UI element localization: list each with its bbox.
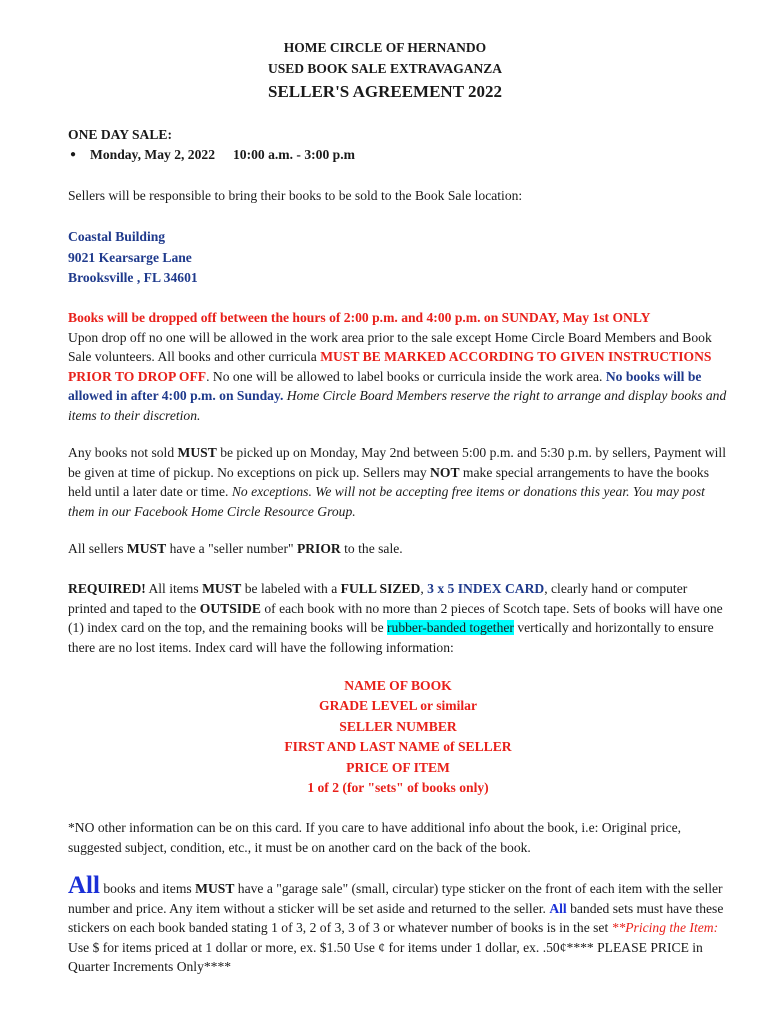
- required-paragraph: [68, 579, 728, 657]
- pickup-text-3: be picked up on Monday, May 2nd between 5:00 p.m. and 5:30 p.m. by sellers, Payment will be given at time of pickup. No exceptions on pick up. Sellers may: [68, 445, 726, 480]
- required-outside: OUTSIDE: [199, 600, 261, 616]
- card-field-grade: GRADE LEVEL or similar: [319, 698, 477, 714]
- sticker-pricing-text: Use $ for items priced at 1 dollar or more, ex. $1.50 Use ¢ for items under 1 dollar, ex. .50¢**** PLEASE PRICE in Quarter Increments Only****: [68, 939, 703, 974]
- required-text-2: All items: [145, 581, 203, 596]
- sticker-text-3: have a "garage sale" (small, circular) type sticker on the front of each item with the seller number and price. Any item without a sticker will be set aside and returned to the seller.: [68, 881, 723, 916]
- sticker-text-1: books and items: [99, 881, 196, 896]
- sticker-all-large: All: [68, 872, 100, 899]
- card-field-set-count: 1 of 2 (for "sets" of books only): [307, 780, 489, 796]
- card-field-seller-name: FIRST AND LAST NAME of SELLER: [284, 739, 512, 755]
- sale-time: 10:00 a.m. - 3:00 p.m: [233, 146, 355, 162]
- dropoff-must-marked: MUST BE MARKED ACCORDING TO GIVEN INSTRUCTIONS PRIOR TO DROP OFF: [68, 349, 712, 384]
- dropoff-text-1: Upon drop off no one will be allowed in the work area prior to the sale except Home Circle Board Members and Book Sale volunteers. All books and other curricula: [68, 329, 712, 364]
- pickup-no-exceptions: No exceptions. We will not be accepting free items or donations this year. You may post them in our Facebook Home Circle Resource Group.: [68, 484, 705, 519]
- required-text-8: , clearly hand or computer printed and taped to the: [68, 581, 688, 616]
- dropoff-cutoff: No books will be allowed in after 4:00 p.m. on Sunday.: [68, 368, 702, 403]
- sale-list: [68, 145, 728, 165]
- dropoff-paragraph: [68, 328, 728, 426]
- no-other-info-paragraph: *NO other information can be on this card. If you care to have additional info about the book, i.e: Original price, suggested subject, condition, etc., it must be on another card on the back of the book.: [68, 820, 682, 855]
- pickup-not: NOT: [430, 464, 460, 480]
- required-label: REQUIRED!: [68, 581, 146, 596]
- required-text-6: ,: [420, 581, 428, 596]
- seller-number-prior: PRIOR: [296, 541, 341, 556]
- document-title: SELLER'S AGREEMENT 2022: [268, 82, 502, 101]
- seller-number-must: MUST: [126, 541, 167, 556]
- sticker-text-5: banded sets must have these stickers on each book banded stating 1 of 3, 2 of 3, 3 of 3 or whatever number of books is in the set: [68, 900, 724, 935]
- org-name: HOME CIRCLE OF HERNANDO: [283, 40, 487, 55]
- card-field-seller-number: SELLER NUMBER: [339, 718, 457, 734]
- card-fields-list: [68, 676, 728, 798]
- seller-number-text-3: have a "seller number": [166, 541, 297, 556]
- dropoff-section: [68, 308, 728, 425]
- required-must: MUST: [202, 581, 242, 596]
- required-full-sized: FULL SIZED: [340, 581, 421, 596]
- pickup-must: MUST: [177, 445, 217, 460]
- location-name: Coastal Building: [68, 229, 166, 244]
- required-text-12: vertically and horizontally to ensure there are no lost items. Index card will have the following information:: [68, 620, 714, 655]
- dropoff-heading: Books will be dropped off between the hours of 2:00 p.m. and 4:00 p.m. on SUNDAY, May 1st ONLY: [68, 310, 651, 325]
- required-rubber-banded: rubber-banded together: [387, 620, 514, 635]
- dropoff-text-3: . No one will be allowed to label books or curricula inside the work area.: [206, 368, 606, 384]
- required-index-card: 3 x 5 INDEX CARD: [427, 581, 545, 596]
- dropoff-board-rights: Home Circle Board Members reserve the right to arrange and display books and items to their discretion.: [68, 388, 727, 423]
- seller-number-text-5: to the sale.: [340, 541, 403, 556]
- sticker-paragraph: [68, 872, 728, 977]
- location-address: [68, 227, 728, 289]
- pickup-text-5: make special arrangements to have the books held until a later date or time.: [68, 464, 710, 499]
- card-field-price: PRICE OF ITEM: [346, 759, 450, 775]
- sale-heading: ONE DAY SALE:: [68, 127, 172, 142]
- pickup-text-1: Any books not sold: [68, 445, 178, 460]
- sale-date-item: [68, 145, 728, 165]
- location-street: 9021 Kearsarge Lane: [68, 249, 192, 265]
- required-text-10: of each book with no more than 2 pieces of Scotch tape. Sets of books will have one (1) index card on the top, and the remaining books will be: [68, 600, 723, 635]
- sale-section: [68, 125, 728, 164]
- seller-number-paragraph: [68, 539, 728, 559]
- sticker-pricing-label: **Pricing the Item:: [611, 920, 719, 935]
- card-field-name: NAME OF BOOK: [344, 678, 452, 693]
- intro-text: Sellers will be responsible to bring their books to be sold to the Book Sale location:: [68, 188, 523, 203]
- seller-number-text-1: All sellers: [68, 541, 127, 556]
- sale-date: Monday, May 2, 2022: [90, 146, 215, 162]
- event-name: USED BOOK SALE EXTRAVAGANZA: [268, 61, 502, 76]
- sticker-must: MUST: [195, 881, 235, 896]
- sticker-all: All: [549, 900, 567, 916]
- location-city: Brooksville , FL 34601: [68, 270, 198, 285]
- required-text-4: be labeled with a: [241, 581, 341, 596]
- pickup-paragraph: [68, 443, 728, 521]
